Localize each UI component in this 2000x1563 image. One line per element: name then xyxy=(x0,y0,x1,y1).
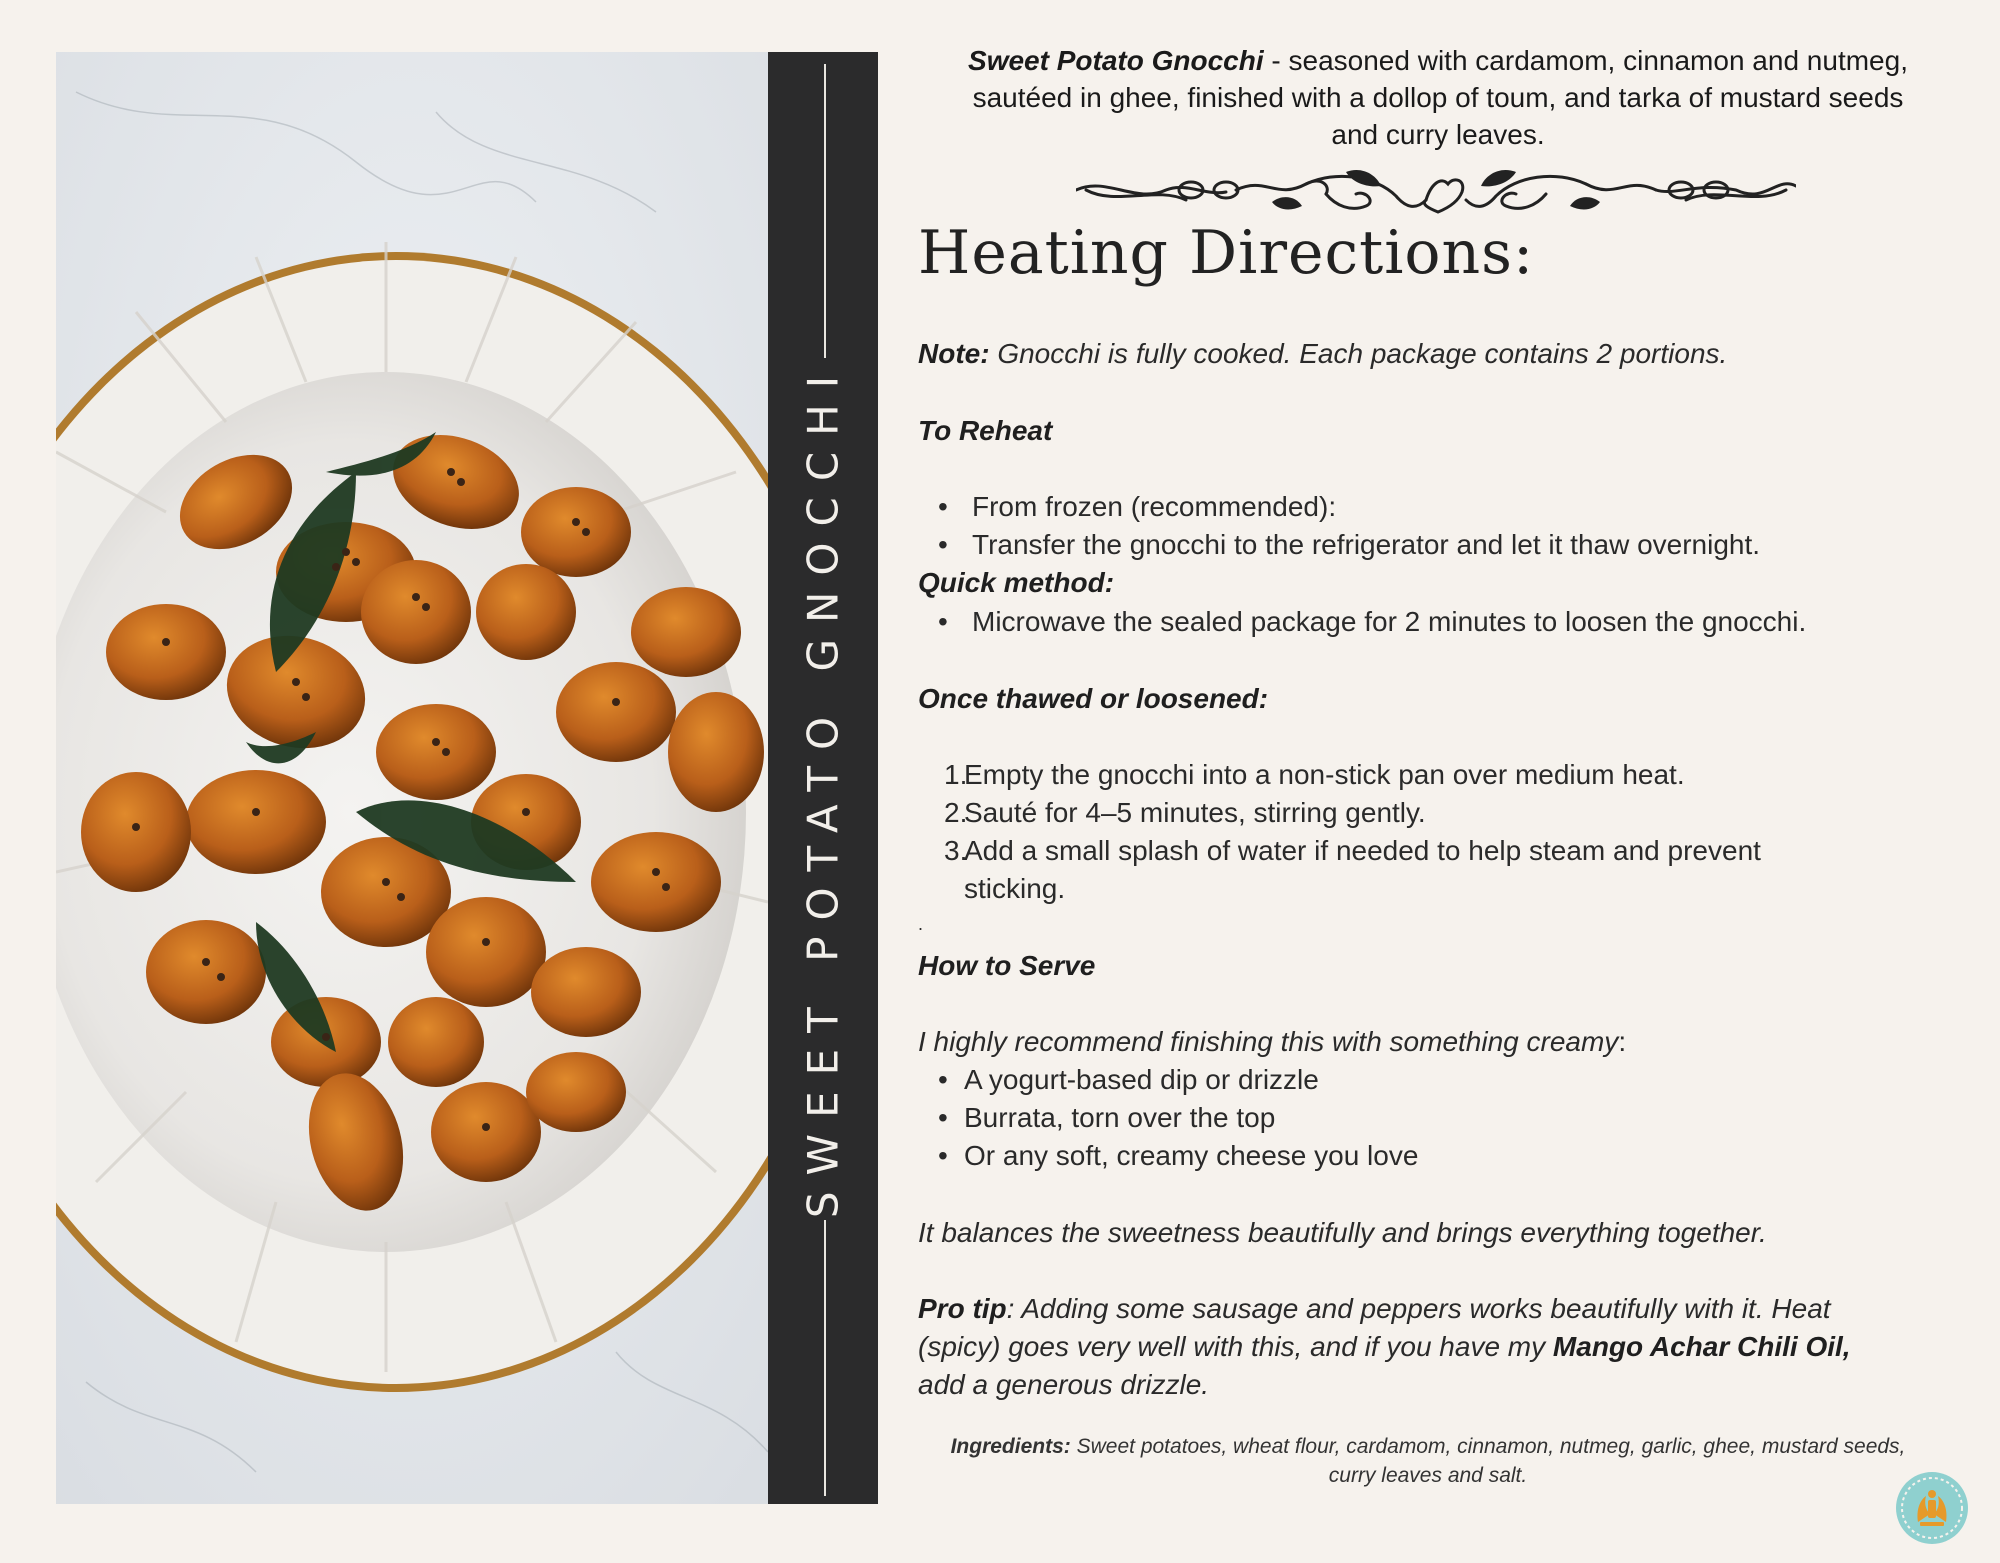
note-label: Note: xyxy=(918,338,990,369)
title-band xyxy=(768,52,878,1504)
bullet-icon: • xyxy=(938,529,948,560)
serve-title: How to Serve xyxy=(918,950,1096,981)
step-item: 1. Empty the gnocchi into a non-stick pan over medium heat. xyxy=(944,759,1685,790)
pro-tip-line-1: Pro tip: Adding some sausage and peppers works beautifully with it. Heat xyxy=(918,1293,1831,1324)
thawed-title: Once thawed or loosened: xyxy=(918,683,1269,714)
bullet-icon: • xyxy=(938,1064,948,1095)
bullet-icon: • xyxy=(938,1102,948,1133)
list-item: • Burrata, torn over the top xyxy=(938,1102,1276,1133)
product-mention: Mango Achar Chili Oil, xyxy=(1552,1331,1851,1362)
note-line xyxy=(918,338,1727,370)
bullet-icon: • xyxy=(938,491,948,522)
list-item: • Transfer the gnocchi to the refrigerator and let it thaw overnight. xyxy=(938,529,1761,560)
flourish-divider xyxy=(1076,166,1796,224)
step-item: 3. Add a small splash of water if needed to help steam and prevent xyxy=(944,835,1761,866)
serve-intro: I highly recommend finishing this with something creamy: xyxy=(918,1026,1627,1057)
band-divider-top xyxy=(824,64,826,358)
dish-description: - seasoned with cardamom, cinnamon and nutmeg, sautéed in ghee, finished with a dollop of toum, and tarka of mustard seeds and curry leaves. xyxy=(972,45,1908,150)
bullet-icon: • xyxy=(938,1140,948,1171)
list-item: • Microwave the sealed package for 2 minutes to loosen the gnocchi. xyxy=(938,606,1807,637)
quick-method-label: Quick method: xyxy=(918,567,1115,598)
ingredients xyxy=(938,1432,1918,1490)
bullet-icon: • xyxy=(938,606,948,637)
dish-name: Sweet Potato Gnocchi xyxy=(968,45,1264,76)
note-text: Gnocchi is fully cooked. Each package contains 2 portions. xyxy=(989,338,1728,369)
ingredients-label: Ingredients: xyxy=(950,1435,1071,1458)
pro-tip-label: Pro tip xyxy=(918,1293,1007,1324)
stray-period: . xyxy=(918,914,924,934)
intro-paragraph xyxy=(958,42,1918,153)
list-item: • A yogurt-based dip or drizzle xyxy=(938,1064,1319,1095)
serve-closing: It balances the sweetness beautifully and brings everything together. xyxy=(918,1217,1767,1248)
ingredients-text: Sweet potatoes, wheat flour, cardamom, cinnamon, nutmeg, garlic, ghee, mustard seeds, curry leaves and salt. xyxy=(1070,1435,1906,1487)
reheat-title: To Reheat xyxy=(918,415,1053,446)
page-title: Heating Directions: xyxy=(918,218,1535,288)
brand-logo-icon xyxy=(1894,1470,1970,1546)
pro-tip-line-2: (spicy) goes very well with this, and if you have my Mango Achar Chili Oil, xyxy=(918,1331,1851,1362)
gnocchi-bowl-illustration xyxy=(56,52,768,1504)
band-title: SWEET POTATO GNOCCHI xyxy=(798,359,848,1219)
step-item: 2. Sauté for 4–5 minutes, stirring gently. xyxy=(944,797,1426,828)
band-divider-bottom xyxy=(824,1220,826,1496)
list-item: • From frozen (recommended): xyxy=(938,491,1337,522)
step-item-continuation: sticking. xyxy=(964,873,1066,904)
gnocchi-photo xyxy=(56,52,768,1504)
pro-tip-line-3: add a generous drizzle. xyxy=(918,1369,1210,1400)
list-item: • Or any soft, creamy cheese you love xyxy=(938,1140,1419,1171)
